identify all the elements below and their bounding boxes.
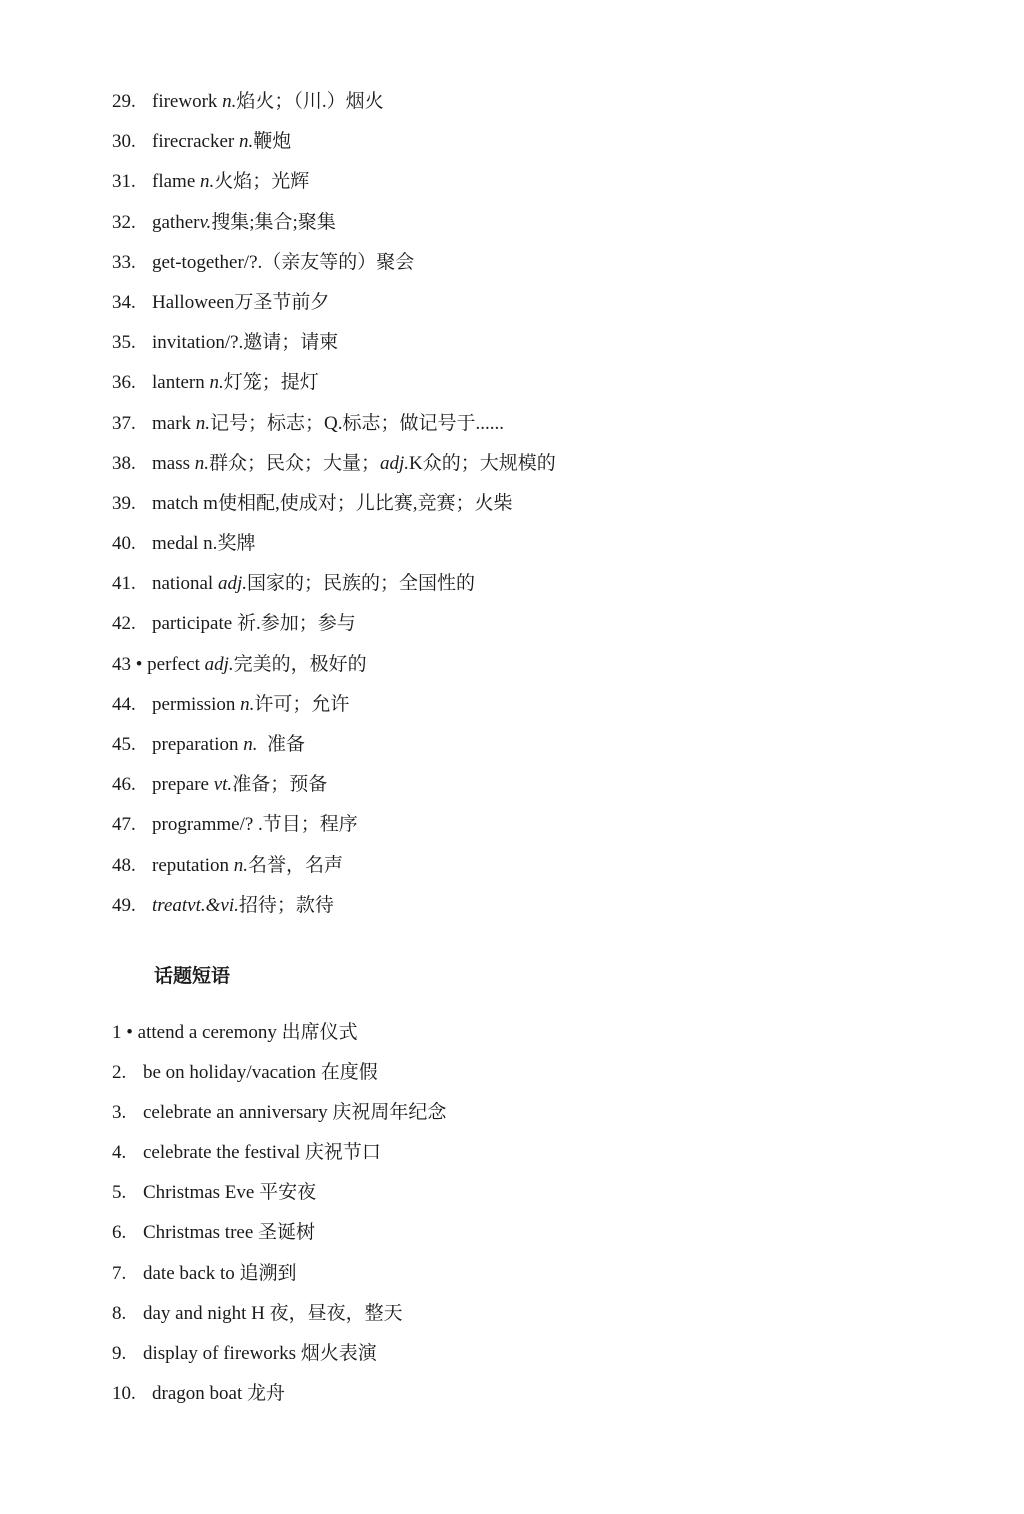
vocab-item	[112, 367, 972, 407]
vocab-item	[112, 408, 972, 448]
item-number: 29.	[112, 91, 136, 112]
phrase-text: Christmas Eve 平安夜	[143, 1182, 317, 1204]
vocab-word: permission	[152, 693, 236, 715]
vocab-definition: 搜集;集合;聚集	[211, 211, 336, 233]
part-of-speech: n.	[233, 854, 249, 876]
item-number: 10.	[112, 1382, 136, 1404]
part-of-speech: adj.	[217, 573, 247, 595]
phrase-text: day and night H 夜，昼夜，整天	[143, 1302, 403, 1324]
vocab-definition: 奖牌	[217, 533, 256, 555]
item-number: 38.	[112, 452, 136, 474]
item-number: 9.	[112, 1342, 127, 1364]
item-number: 46.	[112, 774, 136, 796]
item-number: 30.	[112, 131, 136, 153]
vocab-definition: 名誉，名声	[248, 854, 344, 876]
part-of-speech: vt.	[213, 774, 233, 796]
vocab-word: match m	[152, 492, 218, 514]
item-number: 40.	[112, 533, 136, 555]
vocab-word: invitation/?.	[152, 332, 244, 354]
item-number: 5.	[112, 1182, 127, 1204]
phrase-text: celebrate the festival 庆祝节口	[143, 1142, 381, 1164]
vocabulary-list	[112, 86, 972, 930]
part-of-speech: n.	[239, 131, 254, 153]
item-number: 36.	[112, 372, 136, 394]
vocab-definition: 国家的；民族的；全国性的	[246, 573, 475, 595]
vocab-item	[112, 850, 972, 890]
part-of-speech: treatvt.&vi.	[152, 894, 239, 916]
phrase-text: be on holiday/vacation 在度假	[143, 1062, 378, 1084]
item-number: 31.	[112, 171, 136, 193]
part-of-speech: adj.	[204, 653, 234, 675]
item-number: 1 •	[112, 1022, 133, 1043]
vocab-definition: 使相配,使成对；儿比赛,竞赛；火柴	[217, 492, 513, 514]
vocab-item	[112, 86, 972, 126]
item-number: 6.	[112, 1222, 127, 1244]
vocab-word: programme/? .	[152, 814, 263, 836]
vocab-word: gather	[152, 211, 200, 233]
vocab-item	[112, 769, 972, 809]
item-number: 45.	[112, 734, 136, 755]
phrase-item	[112, 1298, 972, 1338]
vocab-item	[112, 890, 972, 930]
vocab-definition: 火焰；光辉	[214, 171, 310, 193]
vocab-item	[112, 608, 972, 648]
item-number: 49.	[112, 894, 136, 916]
vocab-definition: 招待；款待	[238, 894, 334, 916]
vocab-word: mark	[152, 412, 192, 434]
vocab-item	[112, 247, 972, 287]
item-number: 4.	[112, 1142, 127, 1164]
vocab-word: flame	[152, 171, 196, 193]
item-number: 39.	[112, 492, 136, 514]
item-number: 34.	[112, 291, 136, 313]
vocab-definition: （亲友等的）聚会	[262, 251, 415, 273]
item-number: 44.	[112, 693, 136, 715]
part-of-speech: n.	[243, 734, 258, 755]
vocab-definition: 万圣节前夕	[234, 291, 330, 313]
vocab-item	[112, 568, 972, 608]
part-of-speech-secondary: adj.	[380, 452, 410, 474]
phrase-item	[112, 1378, 972, 1418]
item-number: 48.	[112, 854, 136, 876]
phrase-item	[112, 1217, 972, 1257]
vocab-item	[112, 207, 972, 247]
vocab-item	[112, 809, 972, 849]
part-of-speech: n.	[240, 693, 255, 715]
vocab-item	[112, 729, 972, 769]
item-number: 33.	[112, 251, 136, 273]
item-number: 32.	[112, 211, 136, 233]
vocab-word: mass	[152, 452, 190, 474]
vocab-definition: 鞭炮	[253, 131, 292, 153]
item-number: 3.	[112, 1102, 127, 1124]
vocab-item	[112, 287, 972, 327]
phrase-item	[112, 1137, 972, 1177]
vocab-item	[112, 649, 972, 689]
vocab-word: participate	[152, 613, 233, 635]
item-number: 41.	[112, 573, 136, 595]
section-heading: 话题短语	[154, 966, 231, 987]
vocab-word: national	[152, 573, 214, 595]
part-of-speech: n.	[194, 452, 209, 474]
item-number: 8.	[112, 1302, 127, 1324]
vocab-definition: 焰火；（川.）烟火	[236, 91, 384, 112]
vocab-word: medal n.	[152, 533, 218, 555]
vocab-definition: 准备；预备	[232, 774, 328, 796]
part-of-speech: n.	[222, 91, 237, 112]
phrase-item	[112, 1017, 972, 1057]
vocab-item	[112, 327, 972, 367]
vocab-item	[112, 488, 972, 528]
vocab-definition: 许可；允许	[254, 693, 350, 715]
phrase-text: display of fireworks 烟火表演	[143, 1342, 377, 1364]
vocab-word: preparation	[152, 734, 239, 755]
phrase-text: date back to 追溯到	[143, 1262, 297, 1284]
vocab-word: reputation	[152, 854, 230, 876]
vocab-word: firework	[152, 91, 218, 112]
part-of-speech: v.	[199, 211, 212, 233]
vocab-definition: 群众；民众；大量；	[209, 452, 381, 474]
phrase-item	[112, 1057, 972, 1097]
phrase-item	[112, 1258, 972, 1298]
item-number: 42.	[112, 613, 136, 635]
phrase-item	[112, 1338, 972, 1378]
phrase-item	[112, 1177, 972, 1217]
item-number: 47.	[112, 814, 136, 836]
phrase-list	[112, 1017, 972, 1418]
vocab-definition: 准备	[267, 734, 306, 755]
item-number: 7.	[112, 1262, 127, 1284]
vocab-item	[112, 126, 972, 166]
vocab-word: lantern	[152, 372, 205, 394]
vocab-definition-secondary: K众的；大规模的	[409, 452, 556, 474]
phrase-text: dragon boat 龙舟	[152, 1382, 285, 1404]
part-of-speech: n.	[200, 171, 215, 193]
vocab-word: perfect	[147, 653, 200, 675]
phrase-text: Christmas tree 圣诞树	[143, 1222, 316, 1244]
phrase-text: celebrate an anniversary 庆祝周年纪念	[143, 1102, 447, 1124]
vocab-item	[112, 166, 972, 206]
vocab-definition: 祈.参加；参与	[236, 613, 356, 635]
vocab-definition: 记号；标志；Q.标志；做记号于......	[210, 412, 505, 434]
vocab-word: Halloween	[152, 291, 235, 313]
vocab-definition: 节目；程序	[262, 814, 358, 836]
vocab-definition: 灯笼；提灯	[223, 372, 319, 394]
phrase-item	[112, 1097, 972, 1137]
item-number: 43 •	[112, 653, 143, 675]
vocab-word: firecracker	[152, 131, 235, 153]
item-number: 37.	[112, 412, 136, 434]
part-of-speech: n.	[195, 412, 211, 434]
item-number: 35.	[112, 332, 136, 354]
vocab-word: get-together/?.	[152, 251, 263, 273]
part-of-speech: n.	[209, 372, 224, 394]
vocab-definition: 邀请；请柬	[243, 332, 339, 354]
vocab-item	[112, 689, 972, 729]
vocab-item	[112, 448, 972, 488]
vocab-definition: 完美的，极好的	[233, 653, 367, 675]
phrase-text: attend a ceremony 出席仪式	[137, 1022, 358, 1043]
vocab-item	[112, 528, 972, 568]
vocab-word: prepare	[152, 774, 209, 796]
item-number: 2.	[112, 1062, 127, 1084]
